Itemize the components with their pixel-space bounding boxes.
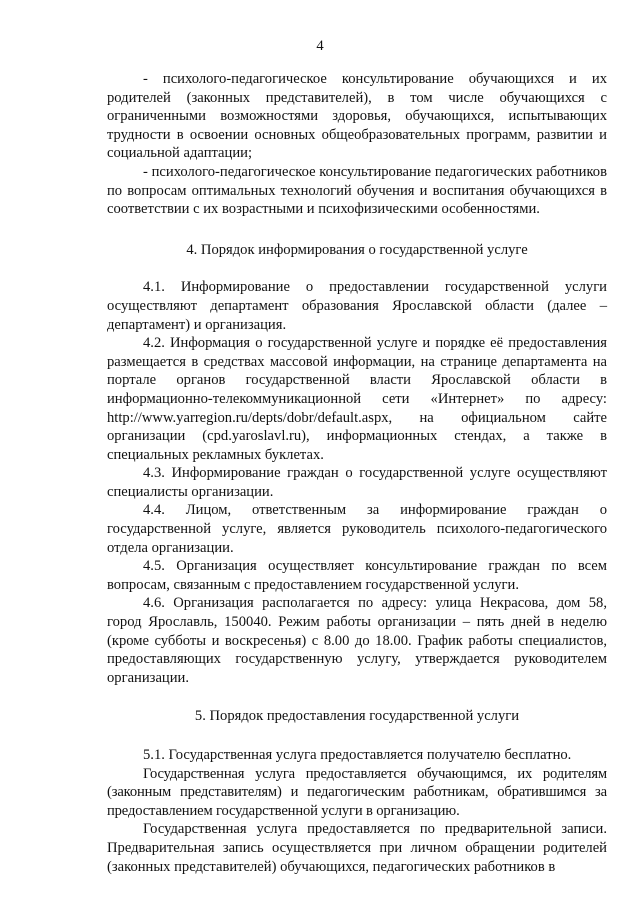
section-4-heading: 4. Порядок информирования о государственной услуге xyxy=(186,241,528,258)
intro-list-item: - психолого-педагогическое консультирование педагогических работников по вопросам оптимальных технологий обучения и воспитания обучающихся в соответствии с их возрастными и психофизическими особенностями. xyxy=(107,163,607,218)
paragraph-4-2: 4.2. Информация о государственной услуге и порядке её предоставления размещается в средствах массовой информации, на странице департамента на портале органов государственной власти Ярославской области в информационно-телекоммуникационной сети «Интернет» по адресу: http://www.yarregion.ru/depts/dobr/default.aspx, на официальном сайте организации (cpd.yaroslavl.ru), информационных стендах, а также в специальных рекламных буклетах. xyxy=(107,335,607,463)
paragraph-5-1: 5.1. Государственная услуга предоставляется получателю бесплатно. xyxy=(143,747,572,763)
section-5-heading: 5. Порядок предоставления государственной услуги xyxy=(194,708,520,725)
paragraph-4-1: 4.1. Информирование о предоставлении государственной услуги осуществляют департамент образования Ярославской области (далее – департамент) и организация. xyxy=(107,279,607,333)
paragraph-4-6: 4.6. Организация располагается по адресу: улица Некрасова, дом 58, город Ярославль, 150040. Режим работы организации – пять дней в неделю (кроме субботы и воскресенья) с 8.00 до 18.00. График работы специалистов, предоставляющих государственную услугу, утверждается руководителем организации. xyxy=(107,595,607,686)
paragraph-5-recipients: Государственная услуга предоставляется обучающимся, их родителям (законным представителям) и педагогическим работникам, обратившимся за предоставлением государственной услуги в организацию. xyxy=(107,765,607,819)
intro-list-item: - психолого-педагогическое консультирование обучающихся и их родителей (законных представителей), в том числе обучающихся с ограниченными возможностями здоровья, обучающихся, испытывающих трудности в освоении основных общеобразовательных программ, развитии и социальной адаптации; xyxy=(107,71,607,162)
paragraph-4-3: 4.3. Информирование граждан о государственной услуге осуществляют специалисты организации. xyxy=(107,465,607,500)
page-content xyxy=(107,70,607,876)
paragraph-4-4: 4.4. Лицом, ответственным за информирование граждан о государственной услуге, является руководитель психолого-педагогического отдела организации. xyxy=(107,502,607,556)
paragraph-5-registration: Государственная услуга предоставляется по предварительной записи. Предварительная запись осуществляется при личном обращении родителей (законных представителей) обучающихся, педагогических работников в xyxy=(107,821,607,875)
paragraph-4-5: 4.5. Организация осуществляет консультирование граждан по всем вопросам, связанным с предоставлением государственной услуги. xyxy=(107,558,607,593)
page-number: 4 xyxy=(316,38,324,54)
